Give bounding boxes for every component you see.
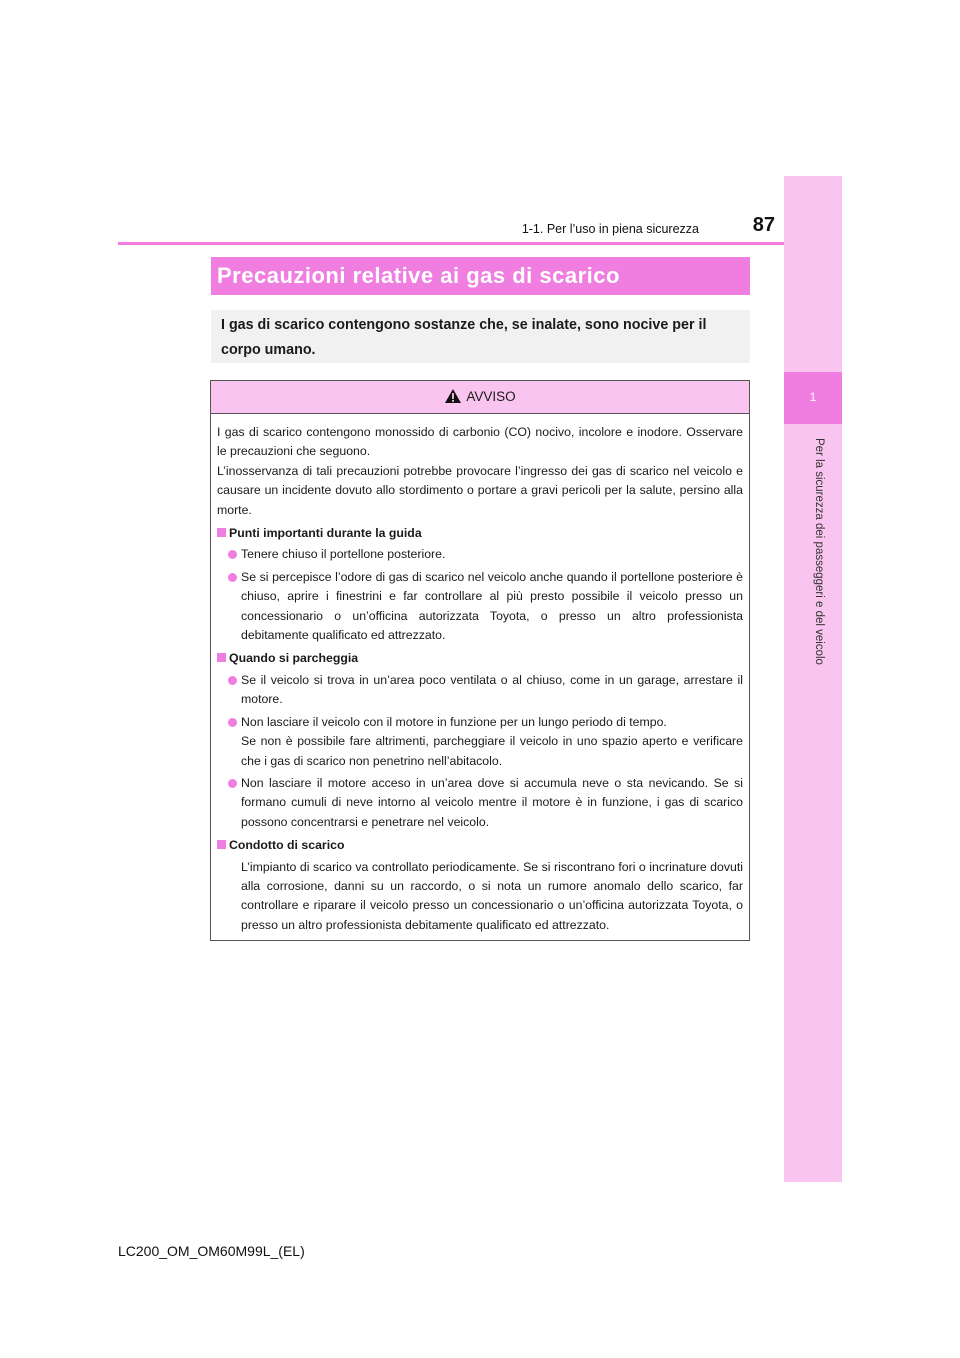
list-item-text: Se si percepisce l’odore di gas di scarico nel veicolo anche quando il portellone posteriore è chiuso, aprire i finestrini e far controllare al più presto possibile il veicolo presso un concessionario o un’officina autorizzata Toyota, o presso un altro professionista debitamente qualificato ed attrezzato. (241, 569, 743, 643)
list-item (217, 568, 743, 646)
warning-body (211, 414, 749, 935)
warning-paragraph-2: L’inosservanza di tali precauzioni potrebbe provocare l’ingresso dei gas di scarico nel veicolo e causare un incidente dovuto allo stordimento o portare a gravi pericoli per la salute, persino alla morte. (217, 463, 743, 517)
list-item-text: Non lasciare il veicolo con il motore in funzione per un lungo periodo di tempo. (241, 714, 667, 729)
round-bullet-icon (228, 779, 237, 788)
chapter-title: Per la sicurezza dei passeggeri e del veicolo (813, 438, 825, 665)
round-bullet-icon (228, 718, 237, 727)
list-item (217, 671, 743, 710)
list-item-text-continuation: Se non è possibile fare altrimenti, parcheggiare il veicolo in uno spazio aperto e verificare che i gas di scarico non penetrino nell’abitacolo. (241, 734, 743, 768)
warning-label: AVVISO (466, 389, 516, 404)
square-bullet-icon (217, 840, 226, 849)
intro-text: I gas di scarico contengono sostanze che, se inalate, sono nocive per il corpo umano. (211, 310, 750, 363)
page-number: 87 (752, 214, 775, 236)
warning-header (211, 381, 749, 414)
warning-paragraph (217, 423, 743, 520)
round-bullet-icon (228, 550, 237, 559)
section-heading-exhaust (217, 836, 743, 855)
heading-text: Quando si parcheggia (229, 651, 359, 666)
list-item-text: Non lasciare il motore acceso in un’area dove si accumula neve o sta nevicando. Se si formano cumuli di neve intorno al veicolo mentre il motore è in funzione, i gas di scarico possono concentrarsi e penetrare nel veicolo. (241, 775, 743, 829)
section-reference: 1-1. Per l’uso in piena sicurezza (521, 222, 699, 236)
chapter-number: 1 (809, 390, 817, 404)
list-item (217, 774, 743, 832)
round-bullet-icon (228, 573, 237, 582)
warning-triangle-icon (444, 388, 462, 404)
square-bullet-icon (217, 653, 226, 662)
section-heading-driving (217, 524, 743, 543)
list-item (217, 713, 743, 771)
section-text-exhaust: L’impianto di scarico va controllato periodicamente. Se si riscontrano fori o incrinature dovuti alla corrosione, danni su un raccordo, o si nota un rumore anomalo dello scarico, far controllare e riparare il veicolo presso un concessionario o un’officina autorizzata Toyota, o presso un altro professionista debitamente qualificato ed attrezzato. (241, 859, 743, 932)
warning-paragraph-1: I gas di scarico contengono monossido di carbonio (CO) nocivo, incolore e inodore. Osservare le precauzioni che seguono. (217, 425, 743, 459)
round-bullet-icon (228, 676, 237, 685)
page-title: Precauzioni relative ai gas di scarico (211, 257, 750, 295)
document-code: LC200_OM_OM60M99L_(EL) (118, 1243, 305, 1259)
section-heading-parking (217, 649, 743, 668)
list-item-text: Se il veicolo si trova in un’area poco ventilata o al chiuso, come in un garage, arrestare il motore. (241, 672, 743, 707)
header-rule (118, 242, 784, 245)
list-item-text: Tenere chiuso il portellone posteriore. (241, 547, 446, 562)
square-bullet-icon (217, 528, 226, 537)
list-item (217, 545, 743, 564)
heading-text: Punti importanti durante la guida (229, 526, 422, 541)
heading-text: Condotto di scarico (229, 838, 345, 853)
warning-box (210, 380, 750, 941)
